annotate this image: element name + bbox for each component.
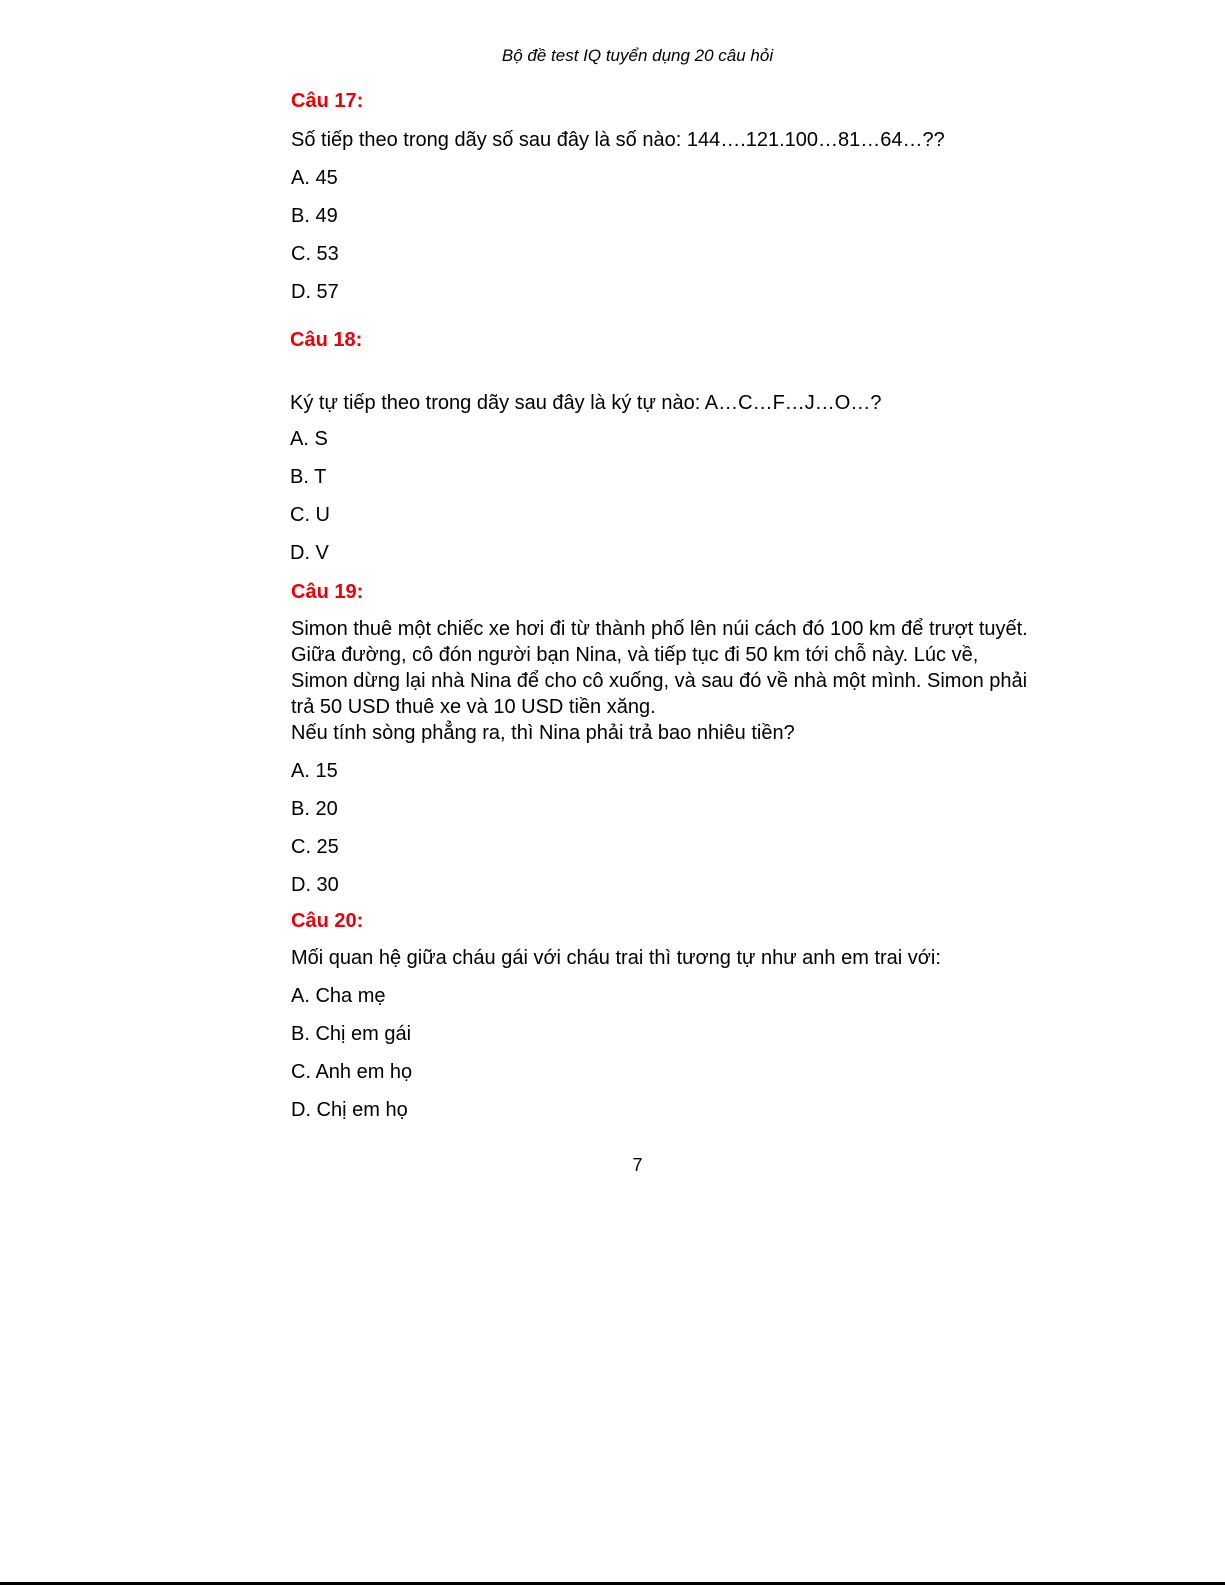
question-text-line: Nếu tính sòng phẳng ra, thì Nina phải trả bao nhiêu tiền? [291,722,795,744]
option-a: A. 45 [291,167,338,189]
question-text: Số tiếp theo trong dãy số sau đây là số nào: 144….121.100…81…64…?? [291,129,945,151]
option-c: C. Anh em họ [291,1061,413,1083]
question-18 [290,328,1010,578]
page-header: Bộ đề test IQ tuyển dụng 20 câu hỏi [501,46,774,65]
option-a: A. S [290,428,328,450]
option-d: D. 57 [291,281,339,303]
question-text: Ký tự tiếp theo trong dãy sau đây là ký tự nào: A…C…F…J…O…? [290,392,882,414]
option-d: D. Chị em họ [291,1099,408,1121]
question-19 [291,580,1028,910]
question-text-line: Simon dừng lại nhà Nina để cho cô xuống, và sau đó về nhà một mình. Simon phải [291,670,1028,692]
question-17 [291,89,1011,317]
question-text-line: Simon thuê một chiếc xe hơi đi từ thành phố lên núi cách đó 100 km để trượt tuyết. [291,618,1028,640]
question-title: Câu 17: [291,90,364,112]
option-c: C. 25 [291,836,339,858]
option-d: D. V [290,542,329,564]
option-b: B. 20 [291,798,338,820]
question-title: Câu 19: [291,581,364,603]
option-a: A. Cha mẹ [291,985,386,1007]
option-b: B. Chị em gái [291,1023,412,1045]
question-title: Câu 20: [291,910,364,932]
question-text-line: Giữa đường, cô đón người bạn Nina, và tiếp tục đi 50 km tới chỗ này. Lúc về, [291,644,979,666]
option-c: C. U [290,504,330,526]
option-b: B. 49 [291,205,338,227]
option-a: A. 15 [291,760,338,782]
question-20 [291,909,1011,1135]
question-text-line: trả 50 USD thuê xe và 10 USD tiền xăng. [291,696,656,718]
option-c: C. 53 [291,243,339,265]
page-number: 7 [632,1155,643,1175]
question-title: Câu 18: [290,329,363,351]
option-b: B. T [290,466,327,488]
question-text: Mối quan hệ giữa cháu gái với cháu trai thì tương tự như anh em trai với: [291,947,941,969]
option-d: D. 30 [291,874,339,896]
